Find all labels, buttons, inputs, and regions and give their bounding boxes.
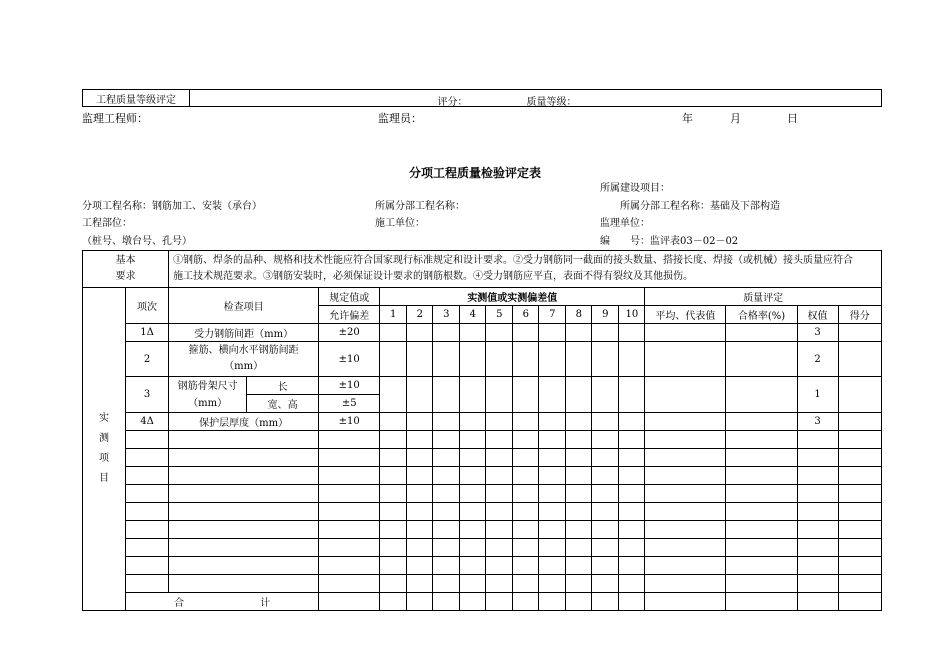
table-row xyxy=(83,503,882,521)
table-row xyxy=(83,575,882,593)
row-weight: 2 xyxy=(797,342,838,377)
contractor-label: 施工单位： xyxy=(375,218,425,229)
tolerance-header-2: 允许偏差 xyxy=(319,306,380,324)
col-1: 1 xyxy=(380,306,407,324)
project-label: 所属建设项目： xyxy=(600,183,670,194)
supervisor-engineer-label: 监理工程师： xyxy=(82,112,148,125)
pass-rate-header: 合格率(%) xyxy=(726,306,797,324)
row-item: 受力钢筋间距（mm） xyxy=(169,324,319,342)
total-label: 合 计 xyxy=(126,593,319,611)
quality-grade-fields xyxy=(190,90,882,107)
day-label: 日 xyxy=(787,112,798,125)
row-weight: 3 xyxy=(797,324,838,342)
row-tolerance: ±5 xyxy=(319,395,380,413)
row-tolerance: ±10 xyxy=(319,413,380,431)
code-label: 编 号：监评表03－02－02 xyxy=(600,236,739,247)
inspection-table xyxy=(82,250,882,611)
item-no-header: 项次 xyxy=(126,288,169,324)
division-label: 所属分部工程名称：基础及下部构造 xyxy=(620,201,780,212)
table-row xyxy=(83,377,882,395)
table-row xyxy=(83,431,882,449)
col-7: 7 xyxy=(539,306,566,324)
col-9: 9 xyxy=(592,306,619,324)
col-4: 4 xyxy=(460,306,486,324)
col-8: 8 xyxy=(566,306,592,324)
row-item: 箍筋、横向水平钢筋间距 （mm） xyxy=(169,342,319,377)
row-tolerance: ±20 xyxy=(319,324,380,342)
table-row xyxy=(83,557,882,575)
month-label: 月 xyxy=(730,112,741,125)
table-row xyxy=(83,449,882,467)
col-6: 6 xyxy=(513,306,539,324)
score-label: 评分： xyxy=(437,96,468,108)
year-label: 年 xyxy=(682,112,693,125)
quality-eval-header: 质量评定 xyxy=(645,288,882,306)
sub-unit-label: 所属分部工程名称： xyxy=(375,201,465,212)
location-label: 工程部位： xyxy=(82,218,132,229)
measured-items-section: 实测项目 xyxy=(83,288,126,611)
quality-grade-label: 工程质量等级评定 xyxy=(83,90,190,107)
quality-grade-table xyxy=(82,89,882,107)
row-no: 2 xyxy=(126,342,169,377)
tolerance-header-1: 规定值或 xyxy=(319,288,380,306)
row-item: 钢筋骨架尺寸 （mm） xyxy=(169,377,247,413)
row-weight: 3 xyxy=(797,413,838,431)
table-row xyxy=(83,539,882,557)
weight-header: 权值 xyxy=(797,306,838,324)
row-no: 1Δ xyxy=(126,324,169,342)
basic-text: ①钢筋、焊条的品种、规格和技术性能应符合国家现行标准规定和设计要求。②受力钢筋同一截面的接头数量、搭接长度、焊接（或机械）接头质量应符合 施工技术规范要求。③钢筋安装时，必须保证设计要求的钢筋根数。④受力钢筋应平直，表面不得有裂纹及其他损伤。 xyxy=(169,251,882,288)
row-tolerance: ±10 xyxy=(319,377,380,395)
basic-label: 基本 要求 xyxy=(83,251,169,288)
page-title: 分项工程质量检验评定表 xyxy=(408,166,541,180)
grade-label: 质量等级： xyxy=(526,96,577,108)
row-weight: 1 xyxy=(797,377,838,413)
col-3: 3 xyxy=(433,306,460,324)
score-header: 得分 xyxy=(838,306,881,324)
row-tolerance: ±10 xyxy=(319,342,380,377)
basic-requirements-row xyxy=(83,251,882,288)
header-row-1 xyxy=(83,288,882,306)
avg-header: 平均、代表值 xyxy=(645,306,726,324)
table-row xyxy=(83,342,882,377)
table-row xyxy=(83,467,882,485)
measured-header: 实测值或实测偏差值 xyxy=(380,288,645,306)
subitem-name: 分项工程名称：钢筋加工、安装（承台） xyxy=(82,201,262,212)
table-row xyxy=(83,485,882,503)
supervisor-label: 监理员： xyxy=(378,112,422,125)
row-item: 保护层厚度（mm） xyxy=(169,413,319,431)
code-value: 监评表03－02－02 xyxy=(650,236,739,247)
row-no: 3 xyxy=(126,377,169,413)
table-row xyxy=(83,324,882,342)
row-no: 4Δ xyxy=(126,413,169,431)
table-row xyxy=(83,521,882,539)
table-row xyxy=(83,413,882,431)
total-row xyxy=(83,593,882,611)
row-subitem: 宽、高 xyxy=(247,395,319,413)
col-10: 10 xyxy=(619,306,645,324)
col-5: 5 xyxy=(486,306,513,324)
check-item-header: 检查项目 xyxy=(169,288,319,324)
pile-no-label: （桩号、墩台号、孔号） xyxy=(82,236,192,247)
row-subitem: 长 xyxy=(247,377,319,395)
col-2: 2 xyxy=(407,306,433,324)
supervision-unit-label: 监理单位： xyxy=(600,218,650,229)
